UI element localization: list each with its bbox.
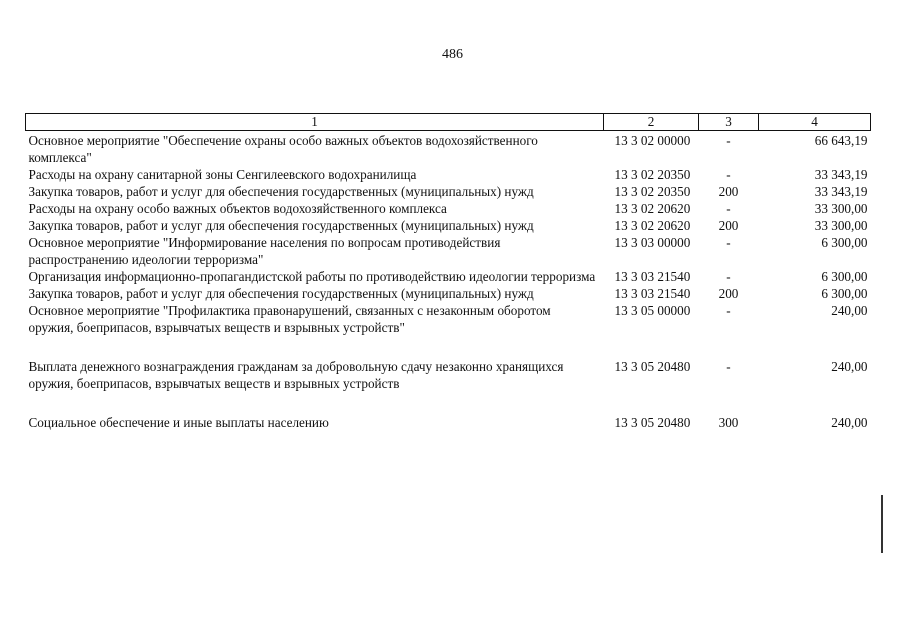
row-amount: 6 300,00 [821,286,868,301]
page-number: 486 [442,47,463,62]
row-code: 13 3 03 00000 [614,235,691,250]
header-row [26,114,871,131]
row-type: - [726,359,731,374]
row-code: 13 3 02 20350 [614,184,691,199]
row-type: 300 [718,415,739,430]
row-amount: 66 643,19 [814,133,868,148]
row-name: Закупка товаров, работ и услуг для обеспечения государственных (муниципальных) нужд [28,218,534,233]
row-amount: 33 300,00 [814,201,868,216]
row-amount: 240,00 [831,303,868,318]
row-code: 13 3 02 20620 [614,218,691,233]
table-row [26,302,871,358]
header-cell-2: 2 [604,114,699,131]
row-name: Основное мероприятие "Профилактика правонарушений, связанных с незаконным оборотом оружия, боеприпасов, взрывчатых веществ и взрывных устройств" [28,303,551,335]
row-type: - [726,269,731,284]
row-name: Основное мероприятие "Обеспечение охраны особо важных объектов водохозяйственного комплекса" [28,133,538,165]
row-code: 13 3 05 20480 [614,359,691,374]
row-name: Закупка товаров, работ и услуг для обеспечения государственных (муниципальных) нужд [28,286,534,301]
row-amount: 6 300,00 [821,235,868,250]
row-name: Закупка товаров, работ и услуг для обеспечения государственных (муниципальных) нужд [28,184,534,199]
row-type: 200 [718,184,739,199]
row-type: - [726,235,731,250]
table-row [26,217,871,234]
row-code: 13 3 03 21540 [614,269,691,284]
row-name: Расходы на охрану санитарной зоны Сенгилеевского водохранилища [28,167,417,182]
row-amount: 6 300,00 [821,269,868,284]
row-code: 13 3 03 21540 [614,286,691,301]
row-code: 13 3 02 20350 [614,167,691,182]
row-amount: 240,00 [831,359,868,374]
header-cell-1: 1 [26,114,604,131]
table-row [26,131,871,167]
row-name: Основное мероприятие "Информирование населения по вопросам противодействия распространению идеологии терроризма" [28,235,501,267]
row-name: Расходы на охрану особо важных объектов водохозяйственного комплекса [28,201,447,216]
table-row [26,234,871,268]
row-type: 200 [718,286,739,301]
table-row [26,183,871,200]
row-name: Организация информационно-пропагандистской работы по противодействию идеологии терроризма [28,269,596,284]
table-row [26,414,871,431]
row-code: 13 3 02 20620 [614,201,691,216]
row-amount: 33 300,00 [814,218,868,233]
row-type: - [726,303,731,318]
row-code: 13 3 05 20480 [614,415,691,430]
row-name: Социальное обеспечение и иные выплаты населению [28,415,329,430]
table-row [26,358,871,414]
row-amount: 240,00 [831,415,868,430]
scan-edge-mark [881,495,883,553]
row-name: Выплата денежного вознаграждения гражданам за добровольную сдачу незаконно хранящихся оружия, боеприпасов, взрывчатых веществ и взрывных устройств [28,359,564,391]
budget-table [25,113,871,431]
header-cell-4: 4 [759,114,871,131]
row-amount: 33 343,19 [814,184,868,199]
row-type: 200 [718,218,739,233]
row-type: - [726,167,731,182]
table-row [26,285,871,302]
row-type: - [726,133,731,148]
table-row [26,268,871,285]
header-cell-3: 3 [699,114,759,131]
row-code: 13 3 05 00000 [614,303,691,318]
table-row [26,166,871,183]
row-type: - [726,201,731,216]
table-row [26,200,871,217]
row-code: 13 3 02 00000 [614,133,691,148]
row-amount: 33 343,19 [814,167,868,182]
